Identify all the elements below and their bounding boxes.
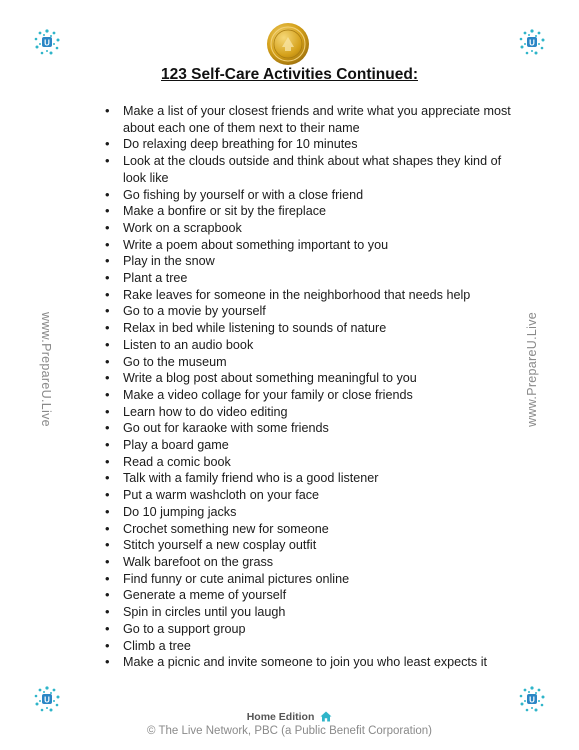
list-item: • Work on a scrapbook — [105, 220, 525, 237]
list-item: • Generate a meme of yourself — [105, 587, 525, 604]
list-item: • Plant a tree — [105, 270, 525, 287]
edition-label: Home Edition — [246, 711, 315, 723]
list-item: • Make a picnic and invite someone to join you who least expects it — [105, 654, 525, 671]
list-item: • Do 10 jumping jacks — [105, 504, 525, 521]
list-item: • Relax in bed while listening to sounds of nature — [105, 320, 525, 337]
svg-text:U: U — [44, 38, 50, 48]
list-item: • Do relaxing deep breathing for 10 minutes — [105, 136, 525, 153]
house-icon — [320, 711, 332, 722]
svg-text:U: U — [529, 695, 535, 705]
list-item: • Make a list of your closest friends and write what you appreciate most about each one of them next to their name — [105, 103, 525, 136]
preparedu-splash-logo-icon — [32, 684, 62, 714]
side-url-right-text: www.PrepareU.Live — [525, 312, 539, 427]
footer-copyright: © The Live Network, PBC (a Public Benefit Corporation) — [146, 725, 433, 737]
list-item: • Look at the clouds outside and think about what shapes they kind of look like — [105, 153, 525, 186]
side-url-right — [525, 312, 539, 427]
list-item: • Listen to an audio book — [105, 337, 525, 354]
list-item: • Write a blog post about something meaningful to you — [105, 370, 525, 387]
list-item: • Go fishing by yourself or with a close friend — [105, 187, 525, 204]
svg-text:U: U — [529, 38, 535, 48]
list-item: • Crochet something new for someone — [105, 521, 525, 538]
side-url-left-text: www.PrepareU.Live — [39, 312, 53, 427]
footer-edition — [0, 711, 579, 723]
list-item: • Learn how to do video editing — [105, 404, 525, 421]
side-url-left — [39, 312, 53, 427]
list-item: • Spin in circles until you laugh — [105, 604, 525, 621]
list-item: • Put a warm washcloth on your face — [105, 487, 525, 504]
page-title: 123 Self-Care Activities Continued: — [161, 66, 418, 83]
list-item: • Play a board game — [105, 437, 525, 454]
activity-list — [105, 103, 525, 671]
list-item: • Go to the museum — [105, 354, 525, 371]
preparedu-splash-logo-icon — [517, 27, 547, 57]
list-item: • Find funny or cute animal pictures online — [105, 571, 525, 588]
svg-text:U: U — [44, 695, 50, 705]
preparedu-splash-logo-icon — [517, 684, 547, 714]
list-item: • Stitch yourself a new cosplay outfit — [105, 537, 525, 554]
list-item: • Climb a tree — [105, 638, 525, 655]
list-item: • Make a video collage for your family or close friends — [105, 387, 525, 404]
preparedu-splash-logo-icon — [32, 27, 62, 57]
gold-seal-icon — [266, 22, 310, 66]
list-item: • Make a bonfire or sit by the fireplace — [105, 203, 525, 220]
list-item: • Play in the snow — [105, 253, 525, 270]
list-item: • Go out for karaoke with some friends — [105, 420, 525, 437]
list-item: • Go to a movie by yourself — [105, 303, 525, 320]
list-item: • Talk with a family friend who is a good listener — [105, 470, 525, 487]
list-item: • Go to a support group — [105, 621, 525, 638]
list-item: • Rake leaves for someone in the neighborhood that needs help — [105, 287, 525, 304]
list-item: • Write a poem about something important to you — [105, 237, 525, 254]
list-item: • Read a comic book — [105, 454, 525, 471]
list-item: • Walk barefoot on the grass — [105, 554, 525, 571]
